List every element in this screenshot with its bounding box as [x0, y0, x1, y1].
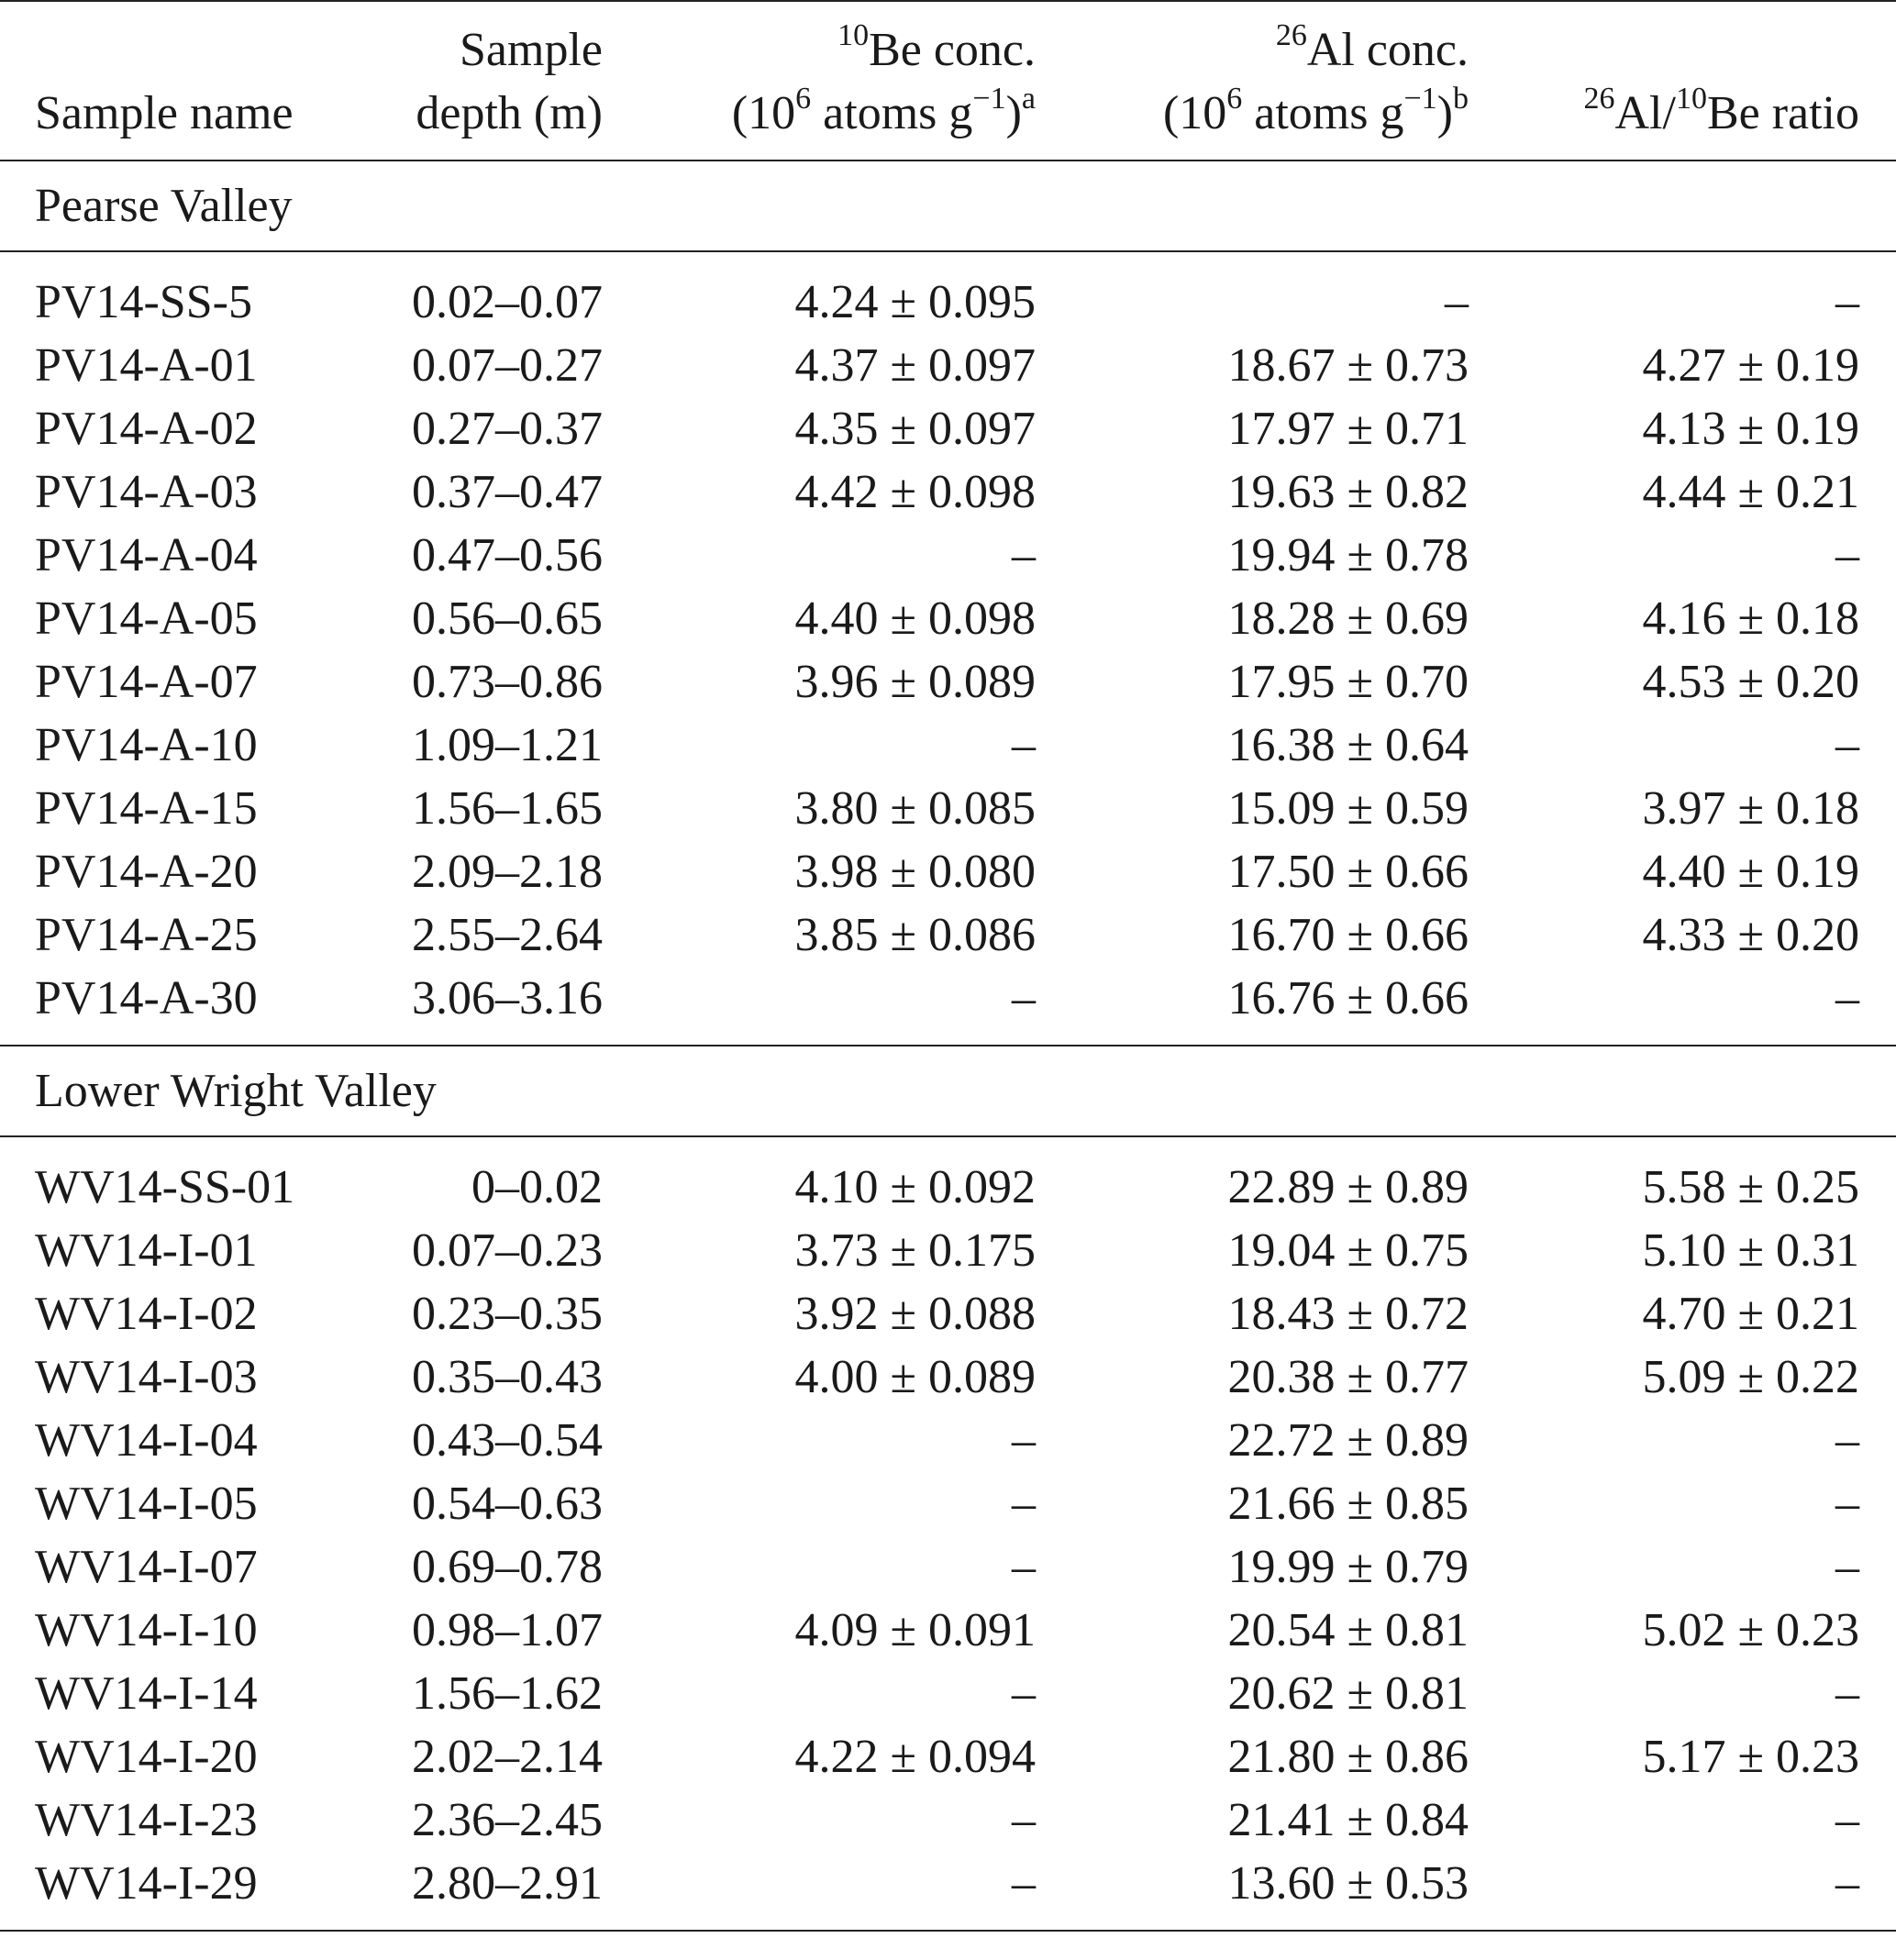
table-row: [0, 1725, 1896, 1788]
ratio-cell: 4.13 ± 0.19: [1642, 403, 1859, 455]
be-conc-cell: 4.40 ± 0.098: [794, 592, 1036, 645]
table-row: [0, 1136, 1896, 1219]
al-conc-cell: 16.70 ± 0.66: [1227, 909, 1469, 961]
sample-name-cell: PV14-A-04: [35, 529, 258, 581]
sample-name-cell: PV14-A-10: [35, 719, 258, 771]
be-conc-cell: –: [1012, 1478, 1036, 1530]
sample-name-cell: WV14-I-23: [35, 1794, 258, 1846]
ratio-cell: 4.44 ± 0.21: [1642, 466, 1859, 518]
be-conc-cell: 3.92 ± 0.088: [794, 1288, 1036, 1340]
al-units-exp: 6: [1226, 81, 1243, 116]
be-conc-cell: 4.24 ± 0.095: [794, 276, 1036, 328]
table-row: [0, 334, 1896, 397]
al-conc-cell: 16.38 ± 0.64: [1227, 719, 1469, 771]
sample-name-cell: PV14-A-02: [35, 403, 258, 455]
ratio-cell: –: [1835, 1541, 1859, 1593]
header-be-line1: [603, 1, 1036, 82]
be-conc-cell: 3.73 ± 0.175: [794, 1224, 1036, 1277]
depth-cell: 3.06–3.16: [412, 972, 603, 1024]
ratio-cell: 3.97 ± 0.18: [1642, 782, 1859, 835]
al-conc-cell: 18.67 ± 0.73: [1227, 339, 1469, 392]
depth-cell: 2.09–2.18: [412, 846, 603, 898]
al-conc-cell: 21.41 ± 0.84: [1227, 1794, 1469, 1846]
be-units-exp: 6: [795, 81, 812, 116]
be-units-exp2: −1: [972, 81, 1006, 116]
sample-name-cell: PV14-A-15: [35, 782, 258, 835]
be-units-close: ): [1005, 87, 1022, 139]
al-conc-cell: 22.89 ± 0.89: [1227, 1161, 1469, 1213]
depth-cell: 2.55–2.64: [412, 909, 603, 961]
section-header-row: [0, 1046, 1896, 1136]
be-conc-cell: –: [1012, 1667, 1036, 1720]
al-conc-cell: 17.95 ± 0.70: [1227, 656, 1469, 708]
ratio-cell: –: [1835, 529, 1859, 581]
be-conc-cell: –: [1012, 529, 1036, 581]
sample-name-cell: PV14-A-05: [35, 592, 258, 645]
be-conc-cell: 4.09 ± 0.091: [794, 1604, 1036, 1656]
ratio-mid: Al/: [1614, 87, 1676, 139]
depth-cell: 0.07–0.23: [412, 1224, 603, 1277]
table-row: [0, 1282, 1896, 1345]
table-row: [0, 397, 1896, 460]
be-conc-cell: 4.10 ± 0.092: [794, 1161, 1036, 1213]
ratio-cell: 5.58 ± 0.25: [1642, 1161, 1859, 1213]
table-body: [0, 161, 1896, 1931]
al-conc-cell: 19.63 ± 0.82: [1227, 466, 1469, 518]
ratio-cell: 4.33 ± 0.20: [1642, 909, 1859, 961]
table-row: [0, 714, 1896, 777]
depth-cell: 0–0.02: [471, 1161, 603, 1213]
al-units-exp2: −1: [1403, 81, 1437, 116]
depth-cell: 1.09–1.21: [412, 719, 603, 771]
sample-name-cell: WV14-I-14: [35, 1667, 258, 1720]
depth-cell: 1.56–1.65: [412, 782, 603, 835]
depth-cell: 0.02–0.07: [412, 276, 603, 328]
table-row: [0, 903, 1896, 967]
al-conc-cell: –: [1445, 276, 1469, 328]
ratio-cell: 4.53 ± 0.20: [1642, 656, 1859, 708]
table-row: [0, 1345, 1896, 1409]
header-be-line2: [603, 82, 1036, 161]
header-row-1: [0, 1, 1896, 82]
ratio-cell: –: [1835, 1794, 1859, 1846]
ratio-end: Be ratio: [1706, 87, 1859, 139]
ratio-cell: –: [1835, 1857, 1859, 1910]
depth-cell: 2.80–2.91: [412, 1857, 603, 1910]
al-units-mid: atoms g: [1242, 87, 1404, 139]
depth-cell: 2.02–2.14: [412, 1731, 603, 1783]
depth-cell: 1.56–1.62: [412, 1667, 603, 1720]
ratio-sup-be: 10: [1675, 81, 1707, 116]
header-depth-line2: depth (m): [416, 87, 603, 139]
sample-name-cell: WV14-I-29: [35, 1857, 258, 1910]
table-row: [0, 1219, 1896, 1282]
sample-name-cell: WV14-I-03: [35, 1351, 258, 1403]
al-conc-cell: 21.66 ± 0.85: [1227, 1478, 1469, 1530]
al-conc-cell: 17.97 ± 0.71: [1227, 403, 1469, 455]
sample-name-cell: WV14-I-05: [35, 1478, 258, 1530]
be-label: Be conc.: [869, 24, 1036, 76]
ratio-sup-al: 26: [1583, 81, 1615, 116]
al-conc-cell: 20.38 ± 0.77: [1227, 1351, 1469, 1403]
ratio-cell: 5.02 ± 0.23: [1642, 1604, 1859, 1656]
be-units-mid: atoms g: [811, 87, 973, 139]
depth-cell: 0.47–0.56: [412, 529, 603, 581]
table-row: [0, 840, 1896, 903]
be-isotope-sup: 10: [837, 17, 870, 52]
be-conc-cell: 3.80 ± 0.085: [794, 782, 1036, 835]
al-conc-cell: 18.28 ± 0.69: [1227, 592, 1469, 645]
table-row: [0, 777, 1896, 840]
al-conc-cell: 13.60 ± 0.53: [1227, 1857, 1469, 1910]
ratio-cell: –: [1835, 1478, 1859, 1530]
table-row: [0, 587, 1896, 650]
al-conc-cell: 15.09 ± 0.59: [1227, 782, 1469, 835]
ratio-cell: –: [1835, 276, 1859, 328]
ratio-cell: 4.16 ± 0.18: [1642, 592, 1859, 645]
table-row: [0, 251, 1896, 334]
header-name: Sample name: [35, 87, 294, 139]
be-conc-cell: –: [1012, 719, 1036, 771]
ratio-cell: 5.10 ± 0.31: [1642, 1224, 1859, 1277]
be-conc-cell: –: [1012, 1794, 1036, 1846]
be-units-pre: (10: [731, 87, 796, 139]
sample-name-cell: WV14-I-04: [35, 1414, 258, 1467]
header-al-line2: [1036, 82, 1469, 161]
sample-name-cell: PV14-A-20: [35, 846, 258, 898]
table-row: [0, 1852, 1896, 1931]
be-conc-cell: 4.37 ± 0.097: [794, 339, 1036, 392]
table-row: [0, 524, 1896, 587]
sample-name-cell: PV14-A-30: [35, 972, 258, 1024]
depth-cell: 0.43–0.54: [412, 1414, 603, 1467]
sample-name-cell: WV14-I-07: [35, 1541, 258, 1593]
be-conc-cell: 4.42 ± 0.098: [794, 466, 1036, 518]
ratio-cell: –: [1835, 1414, 1859, 1467]
be-conc-cell: 3.96 ± 0.089: [794, 656, 1036, 708]
be-conc-cell: 3.85 ± 0.086: [794, 909, 1036, 961]
be-conc-cell: 4.35 ± 0.097: [794, 403, 1036, 455]
be-conc-cell: –: [1012, 1414, 1036, 1467]
be-conc-cell: 3.98 ± 0.080: [794, 846, 1036, 898]
depth-cell: 0.54–0.63: [412, 1478, 603, 1530]
header-al-line1: [1036, 1, 1469, 82]
table-row: [0, 967, 1896, 1046]
be-conc-cell: –: [1012, 1857, 1036, 1910]
al-conc-cell: 16.76 ± 0.66: [1227, 972, 1469, 1024]
al-conc-cell: 21.80 ± 0.86: [1227, 1731, 1469, 1783]
al-conc-cell: 19.94 ± 0.78: [1227, 529, 1469, 581]
table-row: [0, 650, 1896, 714]
depth-cell: 0.27–0.37: [412, 403, 603, 455]
table-row: [0, 1599, 1896, 1662]
al-isotope-sup: 26: [1275, 17, 1307, 52]
sample-name-cell: WV14-I-02: [35, 1288, 258, 1340]
header-row-2: [0, 82, 1896, 161]
sample-name-cell: WV14-I-20: [35, 1731, 258, 1783]
section-header-row: [0, 161, 1896, 251]
sample-name-cell: WV14-SS-01: [35, 1161, 295, 1213]
depth-cell: 0.98–1.07: [412, 1604, 603, 1656]
al-conc-cell: 19.04 ± 0.75: [1227, 1224, 1469, 1277]
sample-name-cell: PV14-A-03: [35, 466, 258, 518]
depth-cell: 0.56–0.65: [412, 592, 603, 645]
table-header: [0, 1, 1896, 161]
header-depth-line1: Sample: [460, 24, 603, 76]
ratio-cell: 4.40 ± 0.19: [1642, 846, 1859, 898]
depth-cell: 0.37–0.47: [412, 466, 603, 518]
depth-cell: 0.35–0.43: [412, 1351, 603, 1403]
sample-name-cell: WV14-I-01: [35, 1224, 258, 1277]
al-conc-cell: 20.54 ± 0.81: [1227, 1604, 1469, 1656]
sample-name-cell: WV14-I-10: [35, 1604, 258, 1656]
table-row: [0, 1472, 1896, 1535]
table-row: [0, 1662, 1896, 1725]
be-conc-cell: –: [1012, 972, 1036, 1024]
sample-name-cell: PV14-A-01: [35, 339, 258, 392]
al-conc-cell: 20.62 ± 0.81: [1227, 1667, 1469, 1720]
sample-name-cell: PV14-SS-5: [35, 276, 252, 328]
depth-cell: 2.36–2.45: [412, 1794, 603, 1846]
al-footnote-mark: b: [1453, 81, 1469, 116]
table-row: [0, 460, 1896, 524]
be-conc-cell: 4.22 ± 0.094: [794, 1731, 1036, 1783]
sample-name-cell: PV14-A-07: [35, 656, 258, 708]
depth-cell: 0.23–0.35: [412, 1288, 603, 1340]
al-units-pre: (10: [1162, 87, 1227, 139]
header-ratio-spacer: [1469, 1, 1896, 82]
al-label: Al conc.: [1306, 24, 1469, 76]
ratio-cell: 5.09 ± 0.22: [1642, 1351, 1859, 1403]
be-conc-cell: –: [1012, 1541, 1036, 1593]
al-conc-cell: 19.99 ± 0.79: [1227, 1541, 1469, 1593]
depth-cell: 0.07–0.27: [412, 339, 603, 392]
ratio-cell: –: [1835, 972, 1859, 1024]
header-ratio: [1469, 82, 1896, 161]
al-units-close: ): [1436, 87, 1453, 139]
be-conc-cell: 4.00 ± 0.089: [794, 1351, 1036, 1403]
ratio-cell: –: [1835, 1667, 1859, 1720]
section-title: Lower Wright Valley: [35, 1065, 437, 1117]
ratio-cell: –: [1835, 719, 1859, 771]
al-conc-cell: 22.72 ± 0.89: [1227, 1414, 1469, 1467]
sample-name-cell: PV14-A-25: [35, 909, 258, 961]
be-footnote-mark: a: [1021, 81, 1036, 116]
ratio-cell: 5.17 ± 0.23: [1642, 1731, 1859, 1783]
section-title: Pearse Valley: [35, 180, 293, 232]
table-row: [0, 1788, 1896, 1852]
depth-cell: 0.69–0.78: [412, 1541, 603, 1593]
table-row: [0, 1409, 1896, 1472]
table-row: [0, 1535, 1896, 1599]
header-name-spacer: [0, 1, 353, 82]
al-conc-cell: 18.43 ± 0.72: [1227, 1288, 1469, 1340]
al-conc-cell: 17.50 ± 0.66: [1227, 846, 1469, 898]
ratio-cell: 4.70 ± 0.21: [1642, 1288, 1859, 1340]
depth-cell: 0.73–0.86: [412, 656, 603, 708]
ratio-cell: 4.27 ± 0.19: [1642, 339, 1859, 392]
